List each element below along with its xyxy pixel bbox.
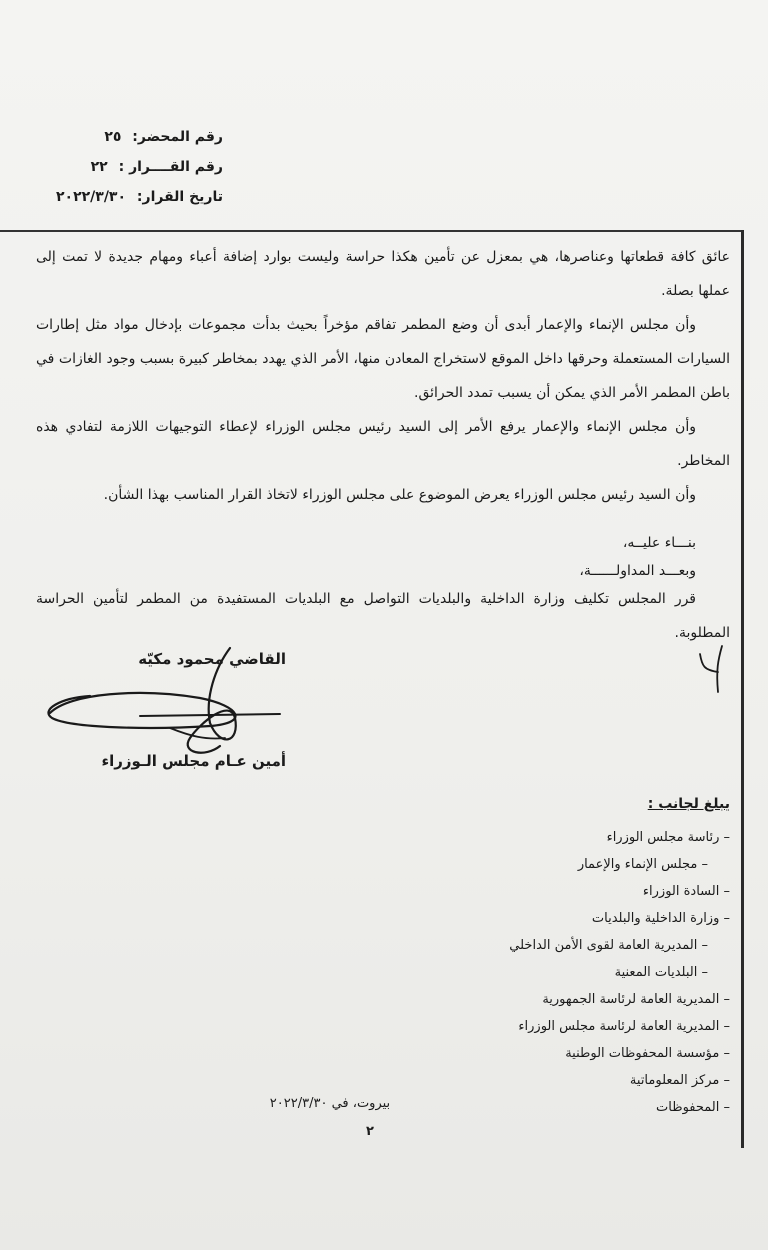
paragraph-4: وأن السيد رئيس مجلس الوزراء يعرض الموضوع على مجلس الوزراء لاتخاذ القرار المناسب بهذا الشأن. [103, 487, 696, 503]
decision-paragraph: قرر المجلس تكليف وزارة الداخلية والبلديات التواصل مع البلديات المستفيدة من المطمر لتأمين الحراسة المطلوبة. [36, 591, 730, 641]
distribution-item: – المديرية العامة لرئاسة مجلس الوزراء [518, 1019, 730, 1034]
decision-number-label: رقم القــــرار : [118, 159, 223, 175]
decision-number-row [23, 152, 223, 182]
frame-right-rule [741, 230, 744, 1148]
paragraph-1: عائق كافة قطعاتها وعناصرها، هي بمعزل عن تأمين هكذا حراسة وليست بوارد إضافة أعباء ومهام جديدة لا تمت إلى عملها بصلة. [36, 249, 730, 299]
distribution-item: – المديرية العامة لرئاسة الجمهورية [542, 992, 730, 1007]
minutes-number-row [23, 122, 223, 152]
decision-metadata [23, 122, 223, 212]
distribution-item: – وزارة الداخلية والبلديات [591, 911, 730, 926]
distribution-list [430, 824, 730, 1121]
distribution-item: – السادة الوزراء [642, 884, 730, 899]
whereas-line: بنـــاء عليــه، [622, 535, 696, 551]
signatory-title: أمين عـام مجلس الـوزراء [101, 752, 286, 770]
minutes-number-label: رقم المحضر: [132, 129, 223, 145]
distribution-item: – مؤسسة المحفوظات الوطنية [565, 1046, 730, 1061]
decision-date-row [23, 182, 223, 212]
distribution-item: – البلديات المعنية [614, 965, 708, 980]
handwritten-margin-mark [692, 640, 732, 700]
frame-top-rule [0, 230, 744, 232]
distribution-title: يبلغ لجانب : [647, 796, 730, 812]
signatory-name: القاضي محمود مكيّه [138, 650, 286, 668]
distribution-item: – مجلس الإنماء والإعمار [577, 857, 708, 872]
minutes-number-value: ٢٥ [104, 129, 122, 145]
distribution-item: – المديرية العامة لقوى الأمن الداخلي [509, 938, 708, 953]
handwritten-signature [30, 628, 320, 768]
decision-date-label: تاريخ القرار: [136, 189, 223, 205]
deliberation-line: وبعـــد المداولــــــة، [579, 563, 696, 579]
spacer [36, 512, 730, 526]
page-number: ٢ [366, 1124, 374, 1139]
distribution-item: – رئاسة مجلس الوزراء [606, 830, 730, 845]
distribution-item: – مركز المعلوماتية [629, 1073, 730, 1088]
place-and-date: بيروت، في ٢٠٢٢/٣/٣٠ [269, 1096, 391, 1111]
distribution-item: – المحفوظات [656, 1100, 730, 1115]
paragraph-3: وأن مجلس الإنماء والإعمار يرفع الأمر إلى السيد رئيس مجلس الوزراء لإعطاء التوجيهات اللازمة لتفادي هذه المخاطر. [36, 419, 730, 469]
decision-body [36, 240, 730, 650]
paragraph-2: وأن مجلس الإنماء والإعمار أبدى أن وضع المطمر تفاقم مؤخراً بحيث بدأت مجموعات بإدخال مواد مثل إطارات السيارات المستعملة وحرقها داخل الموقع لاستخراج المعادن منها، الأمر الذي يهدد بمخاطر كبيرة بسبب وجود الغازات في باطن المطمر الأمر الذي يمكن أن يسبب تمدد الحرائق. [36, 317, 730, 401]
decision-number-value: ٢٢ [90, 159, 108, 175]
decision-date-value: ٢٠٢٢/٣/٣٠ [55, 189, 127, 205]
